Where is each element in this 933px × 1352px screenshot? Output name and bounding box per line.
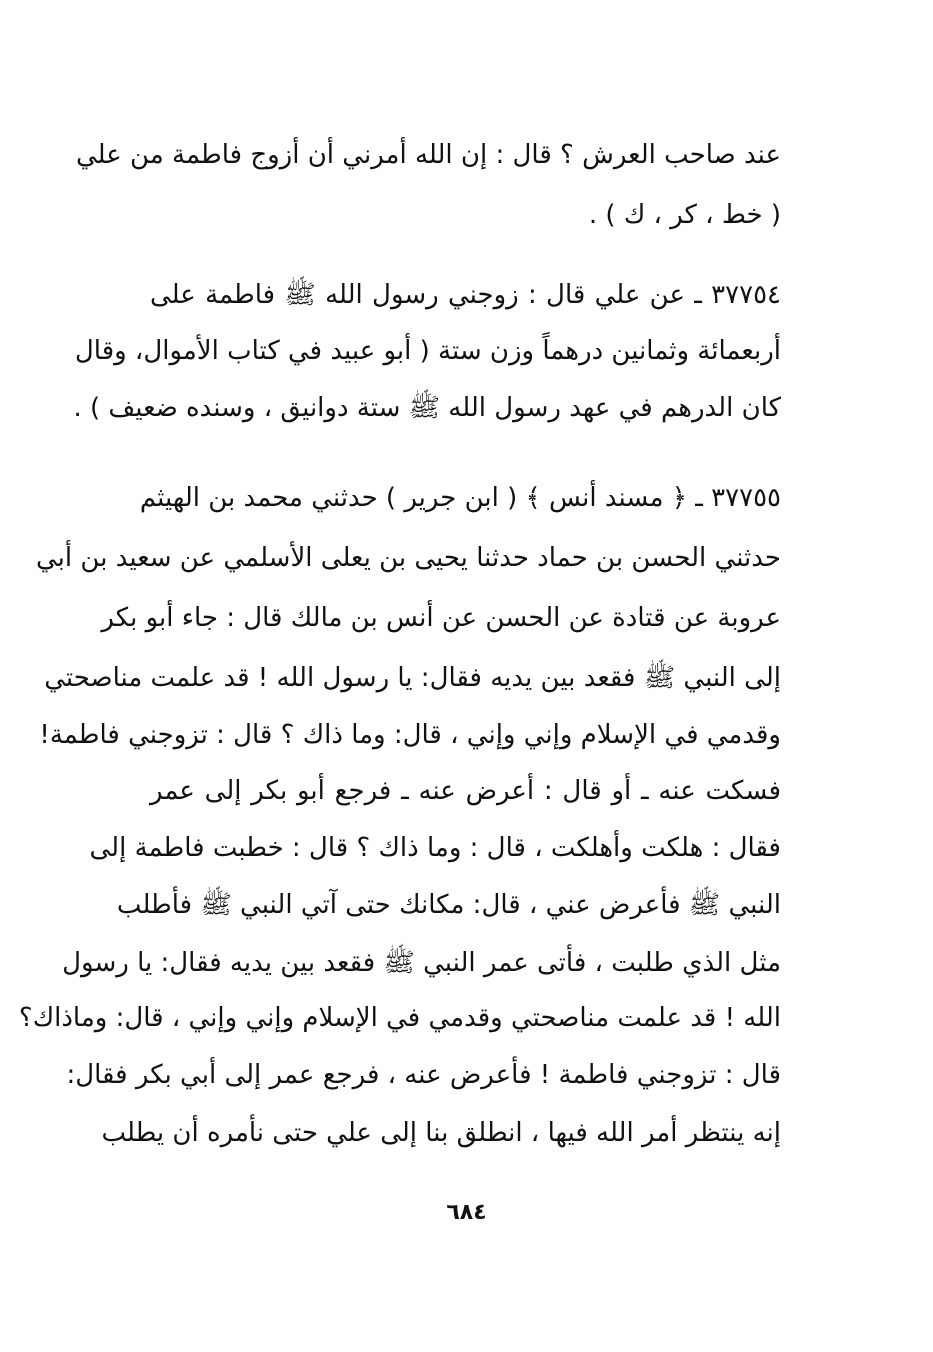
text-line: وقدمي في الإسلام وإني وإني ، قال: وما ذاك ؟ قال : تزوجني فاطمة!	[39, 720, 781, 750]
text-line: إنه ينتظر أمر الله فيها ، انطلق بنا إلى علي حتى نأمره أن يطلب	[101, 1118, 781, 1148]
text-line: عروبة عن قتادة عن الحسن عن أنس بن مالك قال : جاء أبو بكر	[101, 603, 781, 633]
text-line: ( خط ، كر ، ك ) .	[588, 200, 781, 230]
text-line: الله ! قد علمت مناصحتي وقدمي في الإسلام وإني وإني ، قال: وماذاك؟	[18, 1003, 781, 1033]
text-line: كان الدرهم في عهد رسول الله ﷺ ستة دوانيق ، وسنده ضعيف ) .	[73, 393, 781, 423]
text-line: مثل الذي طلبت ، فأتى عمر النبي ﷺ فقعد بين يديه فقال: يا رسول	[62, 948, 781, 978]
text-line: فقال : هلكت وأهلكت ، قال : وما ذاك ؟ قال : خطبت فاطمة إلى	[89, 833, 781, 863]
text-line: قال : تزوجني فاطمة ! فأعرض عنه ، فرجع عمر إلى أبي بكر فقال:	[66, 1060, 781, 1090]
text-line: فسكت عنه ـ أو قال : أعرض عنه ـ فرجع أبو بكر إلى عمر	[150, 776, 781, 806]
text-line: أربعمائة وثمانين درهماً وزن ستة ( أبو عبيد في كتاب الأموال، وقال	[74, 336, 781, 366]
text-line: عند صاحب العرش ؟ قال : إن الله أمرني أن أزوج فاطمة من علي	[76, 140, 781, 170]
text-line: حدثني الحسن بن حماد حدثنا يحيى بن يعلى الأسلمي عن سعيد بن أبي	[36, 543, 781, 573]
text-line: ٣٧٧٥٤ ـ عن علي قال : زوجني رسول الله ﷺ فاطمة على	[150, 280, 781, 310]
text-line: ٣٧٧٥٥ ـ ﴿ مسند أنس ﴾ ( ابن جرير ) حدثني محمد بن الهيثم	[139, 483, 781, 513]
text-line: إلى النبي ﷺ فقعد بين يديه فقال: يا رسول الله ! قد علمت مناصحتي	[44, 663, 781, 693]
page-number: ٦٨٤	[446, 1200, 487, 1225]
text-line: النبي ﷺ فأعرض عني ، قال: مكانك حتى آتي النبي ﷺ فأطلب	[116, 890, 781, 920]
